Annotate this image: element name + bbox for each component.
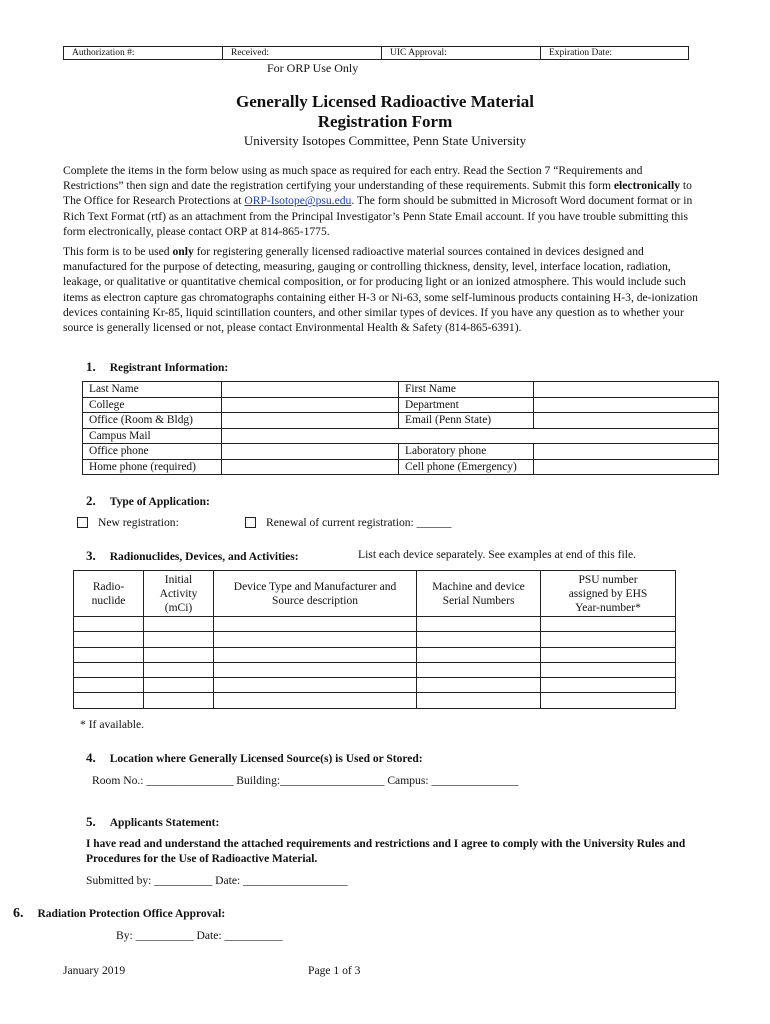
row-label: Cell phone (Emergency) bbox=[399, 459, 534, 475]
orp-email-link[interactable]: ORP-Isotope@psu.edu bbox=[244, 194, 352, 208]
table-cell[interactable] bbox=[144, 617, 214, 632]
section-2-number: 2. bbox=[86, 493, 96, 508]
col-psu-number: PSU number assigned by EHS Year-number* bbox=[541, 571, 676, 617]
section-5-heading bbox=[86, 813, 219, 831]
row-label: Campus Mail bbox=[83, 428, 222, 444]
row-label: Office phone bbox=[83, 444, 222, 460]
table-cell[interactable] bbox=[541, 632, 676, 647]
renewal-option[interactable] bbox=[245, 516, 451, 529]
registrant-table bbox=[82, 381, 719, 475]
authorization-field[interactable]: Authorization #: bbox=[64, 47, 223, 60]
table-row bbox=[83, 428, 719, 444]
row-input[interactable] bbox=[534, 444, 719, 460]
table-cell[interactable] bbox=[144, 662, 214, 677]
new-registration-option[interactable] bbox=[77, 516, 179, 529]
row-label: Last Name bbox=[83, 382, 222, 398]
table-cell[interactable] bbox=[144, 678, 214, 693]
table-row bbox=[74, 647, 676, 662]
renewal-label: Renewal of current registration: ______ bbox=[266, 516, 452, 529]
section-4-number: 4. bbox=[86, 750, 96, 765]
table-row bbox=[74, 617, 676, 632]
intro-paragraph-2 bbox=[63, 244, 703, 335]
table-cell[interactable] bbox=[214, 647, 417, 662]
col-radionuclide: Radio- nuclide bbox=[74, 571, 144, 617]
section-4-heading bbox=[86, 749, 423, 767]
row-input[interactable] bbox=[534, 413, 719, 429]
table-cell[interactable] bbox=[541, 647, 676, 662]
intro-paragraph-1 bbox=[63, 163, 703, 239]
table-row bbox=[74, 662, 676, 677]
section-3-note: List each device separately. See examples at end of this file. bbox=[358, 548, 637, 561]
renewal-checkbox[interactable] bbox=[245, 517, 256, 528]
table-row bbox=[83, 459, 719, 475]
table-cell[interactable] bbox=[74, 693, 144, 708]
submitted-by-line[interactable]: Submitted by: __________ Date: __________________ bbox=[86, 874, 348, 887]
new-registration-label: New registration: bbox=[98, 516, 179, 529]
row-input[interactable] bbox=[222, 459, 399, 475]
table-cell[interactable] bbox=[144, 693, 214, 708]
intro-p2-b: for registering generally licensed radioactive material sources contained in devices designed and manufactured for the purpose of detecting, measuring, gauging or controlling thickness, density, level, interface location, radiation, leakage, or qualitative or quantitative chemical composition, or for producing light or an ionized atmosphere. This would include such items as electron capture gas chromatographs containing either H-3 or Ni-63, some self-luminous products containing H-3, de-ionization devices containing Kr-85, liquid scintillation counters, and other similar types of devices. If you have any question as to whether your source is generally licensed or not, please contact Environmental Health & Safety (814-865-6391). bbox=[63, 245, 698, 335]
section-5-number: 5. bbox=[86, 814, 96, 829]
table-cell[interactable] bbox=[417, 632, 541, 647]
table-cell[interactable] bbox=[214, 678, 417, 693]
col-initial-activity: Initial Activity (mCi) bbox=[144, 571, 214, 617]
section-2-heading bbox=[86, 492, 210, 510]
orp-use-note: For ORP Use Only bbox=[267, 61, 359, 75]
table-cell[interactable] bbox=[74, 662, 144, 677]
subtitle: University Isotopes Committee, Penn State University bbox=[243, 133, 527, 148]
location-fields[interactable]: Room No.: _______________ Building:__________________ Campus: _______________ bbox=[92, 774, 519, 787]
table-row bbox=[83, 413, 719, 429]
footnote: * If available. bbox=[80, 718, 145, 731]
table-cell[interactable] bbox=[417, 617, 541, 632]
table-row bbox=[83, 397, 719, 413]
section-5-title: Applicants Statement: bbox=[109, 817, 220, 829]
radionuclide-table bbox=[73, 570, 676, 709]
table-cell[interactable] bbox=[74, 647, 144, 662]
section-4-title: Location where Generally Licensed Source(s) is Used or Stored: bbox=[109, 753, 423, 765]
section-6-title: Radiation Protection Office Approval: bbox=[37, 908, 226, 920]
table-cell[interactable] bbox=[214, 662, 417, 677]
table-cell[interactable] bbox=[541, 662, 676, 677]
table-cell[interactable] bbox=[214, 693, 417, 708]
footer-page-number: Page 1 of 3 bbox=[308, 964, 361, 977]
applicant-statement: I have read and understand the attached requirements and restrictions and I agree to comply with the University Rules and Procedures for the Use of Radioactive Material. bbox=[86, 838, 686, 865]
orp-use-table bbox=[63, 46, 689, 60]
table-cell[interactable] bbox=[144, 647, 214, 662]
table-cell[interactable] bbox=[417, 647, 541, 662]
uic-approval-field[interactable]: UIC Approval: bbox=[382, 47, 541, 60]
section-3-number: 3. bbox=[86, 548, 96, 563]
intro-p1-c: . The form should be submitted in Microsoft Word document format or in Rich Text Format (rtf) as an attachment from the Principal Investigator’s Penn State Email account. If you have trouble submitting this form electronically, please contact ORP at 814-865-1775. bbox=[63, 194, 693, 238]
section-1-title: Registrant Information: bbox=[109, 362, 229, 374]
row-label: Home phone (required) bbox=[83, 459, 222, 475]
table-cell[interactable] bbox=[74, 632, 144, 647]
table-cell[interactable] bbox=[417, 678, 541, 693]
table-cell[interactable] bbox=[541, 617, 676, 632]
intro-p1-a: Complete the items in the form below using as much space as required for each entry. Read the Section 7 “Requirements and Restrictions” then sign and date the registration certifying your understanding of these requirements. Submit this form bbox=[63, 164, 643, 193]
row-label: Laboratory phone bbox=[399, 444, 534, 460]
received-field[interactable]: Received: bbox=[223, 47, 382, 60]
section-6-heading bbox=[13, 904, 225, 922]
row-input[interactable] bbox=[222, 444, 399, 460]
row-label: First Name bbox=[399, 382, 534, 398]
title-line-1: Generally Licensed Radioactive Material bbox=[236, 92, 534, 111]
page-title bbox=[0, 92, 770, 132]
table-cell[interactable] bbox=[144, 632, 214, 647]
row-input[interactable] bbox=[534, 459, 719, 475]
row-input[interactable] bbox=[534, 397, 719, 413]
approval-by-line[interactable]: By: __________ Date: __________ bbox=[116, 929, 283, 942]
row-label: College bbox=[83, 397, 222, 413]
table-cell[interactable] bbox=[214, 632, 417, 647]
table-cell[interactable] bbox=[541, 693, 676, 708]
section-2-title: Type of Application: bbox=[109, 496, 210, 508]
table-cell[interactable] bbox=[214, 617, 417, 632]
intro-p2-a: This form is to be used bbox=[63, 245, 173, 258]
intro-p1-bold: electronically bbox=[613, 179, 681, 193]
row-label: Office (Room & Bldg) bbox=[83, 413, 222, 429]
col-serial-numbers: Machine and device Serial Numbers bbox=[417, 571, 541, 617]
table-row bbox=[74, 632, 676, 647]
row-label: Department bbox=[399, 397, 534, 413]
row-input[interactable] bbox=[222, 413, 399, 429]
section-1-number: 1. bbox=[86, 359, 96, 374]
row-label: Email (Penn State) bbox=[399, 413, 534, 429]
table-cell[interactable] bbox=[74, 617, 144, 632]
intro-p1-b: to The Office for Research Protections at bbox=[63, 179, 692, 208]
section-6-number: 6. bbox=[13, 906, 24, 921]
section-3-title: Radionuclides, Devices, and Activities: bbox=[109, 551, 299, 563]
table-cell[interactable] bbox=[74, 678, 144, 693]
section-1-heading bbox=[86, 358, 228, 376]
title-line-2: Registration Form bbox=[317, 112, 453, 131]
row-input[interactable] bbox=[222, 428, 719, 444]
row-input[interactable] bbox=[222, 397, 399, 413]
intro-p2-bold: only bbox=[172, 245, 194, 258]
table-row bbox=[74, 678, 676, 693]
footer-date: January 2019 bbox=[63, 964, 126, 977]
table-row bbox=[83, 382, 719, 398]
table-row bbox=[74, 693, 676, 708]
new-registration-checkbox[interactable] bbox=[77, 517, 88, 528]
expiration-date-field[interactable]: Expiration Date: bbox=[541, 47, 689, 60]
table-row bbox=[83, 444, 719, 460]
col-device-type: Device Type and Manufacturer and Source description bbox=[214, 571, 417, 617]
table-cell[interactable] bbox=[417, 662, 541, 677]
row-input[interactable] bbox=[534, 382, 719, 398]
row-input[interactable] bbox=[222, 382, 399, 398]
table-cell[interactable] bbox=[417, 693, 541, 708]
section-3-heading bbox=[86, 547, 299, 565]
table-cell[interactable] bbox=[541, 678, 676, 693]
